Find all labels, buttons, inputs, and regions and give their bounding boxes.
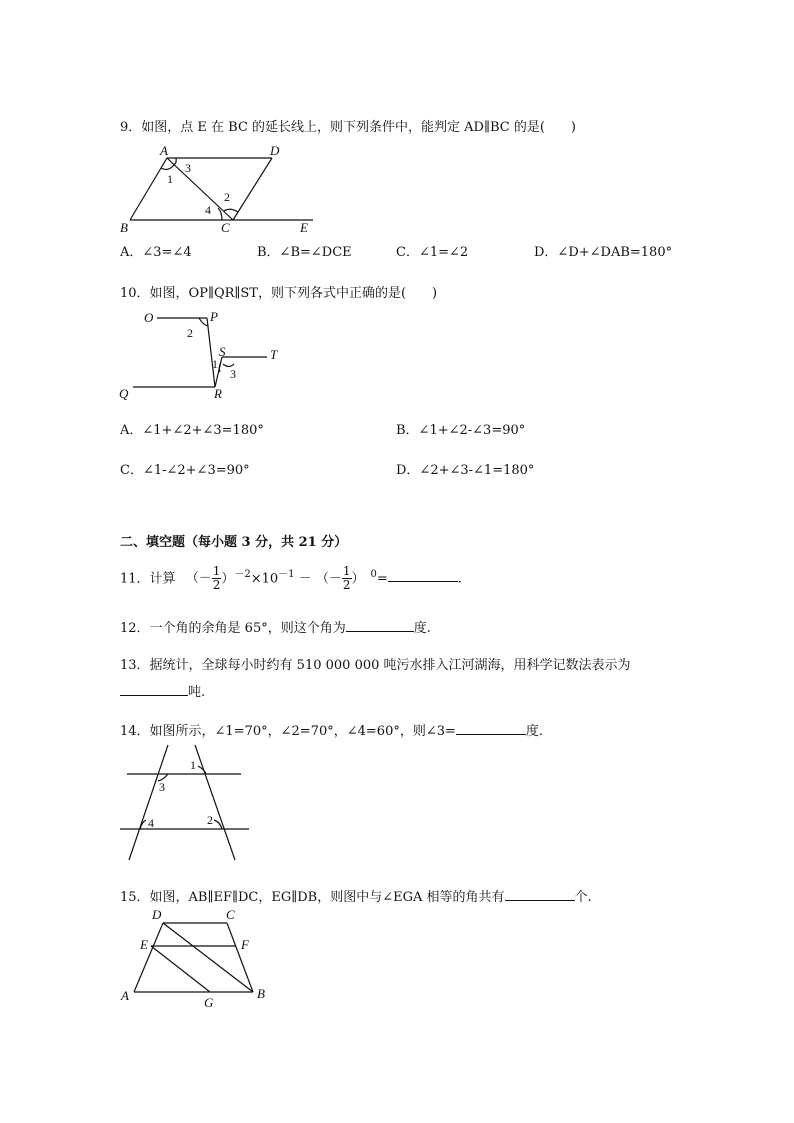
q15-line xyxy=(120,888,592,906)
q15-label-F: F xyxy=(241,937,249,952)
q10-label-O: O xyxy=(144,310,154,325)
q11-equals: = xyxy=(376,571,388,587)
q14-line-right xyxy=(195,745,235,860)
q11-times-ten: ×10 xyxy=(250,571,279,587)
q9-angle-3: 3 xyxy=(185,161,191,175)
q15-line-EG xyxy=(151,946,210,992)
q10-label-Q: Q xyxy=(119,386,129,401)
q15-label-A: A xyxy=(121,988,129,1003)
q9-angle-2: 2 xyxy=(224,190,230,204)
q14-angle-4: 4 xyxy=(148,816,154,830)
q9-angle-4: 4 xyxy=(205,203,211,217)
q12-text-after: 度. xyxy=(413,621,431,636)
section-title: 二、填空题（每小题 3 分，共 21 分） xyxy=(120,535,348,550)
q9-label-E: E xyxy=(300,220,308,235)
q9-label-C: C xyxy=(221,220,230,235)
q10-label-S: S xyxy=(219,344,226,359)
q15-label-G: G xyxy=(204,995,214,1010)
q13-line-2 xyxy=(120,683,205,701)
q9-option-a: A．∠3=∠4 xyxy=(120,245,192,260)
q14-line xyxy=(120,722,543,740)
q10-angle-3: 3 xyxy=(230,367,236,381)
q15-label-D: D xyxy=(152,907,162,922)
q11-answer-blank[interactable] xyxy=(388,569,458,582)
q11-fraction-1-den: 2 xyxy=(212,578,221,593)
q11-prefix: 11．计算 xyxy=(120,571,176,587)
q10-line-PR xyxy=(207,318,215,387)
q15-line-AD xyxy=(134,923,163,992)
q11-minus: － xyxy=(298,571,312,587)
q9-label-D: D xyxy=(270,143,280,158)
q11-exponent-2: －1 xyxy=(278,569,295,580)
q11-paren-open-1: （－ xyxy=(185,571,212,587)
q14-answer-blank[interactable] xyxy=(456,722,526,735)
q10-angle-1: 1 xyxy=(212,357,218,371)
q11-fraction-1 xyxy=(212,565,222,592)
q10-label-R: R xyxy=(214,386,222,401)
q15-line-DB xyxy=(163,923,253,992)
q10-label-P: P xyxy=(210,309,218,324)
q11-exponent-3: 0 xyxy=(370,569,377,580)
q9-option-c: C．∠1=∠2 xyxy=(396,245,469,260)
q15-label-B: B xyxy=(257,986,265,1001)
q15-answer-blank[interactable] xyxy=(505,888,575,901)
q11-exponent-1: －2 xyxy=(234,569,251,580)
q11-fraction-2-den: 2 xyxy=(342,578,351,593)
q9-arc-1 xyxy=(161,165,174,169)
q11-period: . xyxy=(457,571,462,587)
q14-text-after: 度. xyxy=(525,724,544,739)
q9-option-d: D．∠D+∠DAB=180° xyxy=(534,245,673,260)
q13-answer-blank[interactable] xyxy=(120,683,188,696)
q9-option-b: B．∠B=∠DCE xyxy=(257,245,352,260)
q9-angle-1: 1 xyxy=(167,172,173,186)
q9-line-DC xyxy=(233,158,272,220)
q15-label-C: C xyxy=(226,907,235,922)
q10-arc-2 xyxy=(199,318,208,326)
q14-arc-4 xyxy=(140,820,146,829)
q11-paren-close-2: ） xyxy=(351,571,365,587)
q10-label-T: T xyxy=(270,347,278,362)
q9-arc-4 xyxy=(218,208,222,220)
q10-angle-2: 2 xyxy=(187,326,193,340)
q15-text-after: 个. xyxy=(574,890,592,905)
q14-text-before: 14．如图所示，∠1=70°，∠2=70°，∠4=60°，则∠3= xyxy=(120,724,456,739)
q11-fraction-1-num: 1 xyxy=(212,564,221,579)
q9-arc-3 xyxy=(173,158,176,165)
q13-line-1: 13．据统计，全球每小时约有 510 000 000 吨污水排入江河湖海，用科学记数法表示为 xyxy=(120,658,631,673)
q15-text-before: 15．如图，AB∥EF∥DC，EG∥DB，则图中与∠EGA 相等的角共有 xyxy=(120,890,505,905)
q9-label-B: B xyxy=(120,220,128,235)
q14-arc-1 xyxy=(198,766,206,774)
q10-stem: 10．如图，OP∥QR∥ST，则下列各式中正确的是( ) xyxy=(120,286,438,301)
q13-text-after: 吨. xyxy=(188,685,206,700)
q9-label-A: A xyxy=(160,143,168,158)
q14-angle-1: 1 xyxy=(190,758,196,772)
q15-line-BC xyxy=(227,923,253,992)
q15-label-E: E xyxy=(140,937,148,952)
q14-line-left xyxy=(129,745,168,860)
q11-fraction-2 xyxy=(342,565,352,592)
q9-arc-2 xyxy=(224,209,238,212)
q9-line-AB xyxy=(130,158,167,220)
q11-expression xyxy=(120,558,462,592)
q10-option-b: B．∠1+∠2-∠3=90° xyxy=(396,423,526,438)
q12-line xyxy=(120,619,431,637)
q14-angle-2: 2 xyxy=(207,813,213,827)
q12-answer-blank[interactable] xyxy=(346,619,414,632)
q14-angle-3: 3 xyxy=(159,780,165,794)
q11-fraction-2-num: 1 xyxy=(342,564,351,579)
q10-arc-1 xyxy=(219,362,221,372)
q10-option-d: D．∠2+∠3-∠1=180° xyxy=(396,463,535,478)
q11-paren-open-2: （－ xyxy=(315,571,342,587)
q12-text-before: 12．一个角的余角是 65°，则这个角为 xyxy=(120,621,346,636)
q10-option-c: C．∠1-∠2+∠3=90° xyxy=(120,463,250,478)
q11-paren-close-1: ） xyxy=(221,571,235,587)
q10-option-a: A．∠1+∠2+∠3=180° xyxy=(120,423,264,438)
q14-arc-2 xyxy=(214,820,222,829)
q9-stem: 9．如图，点 E 在 BC 的延长线上，则下列条件中，能判定 AD∥BC 的是( ) xyxy=(120,120,576,135)
